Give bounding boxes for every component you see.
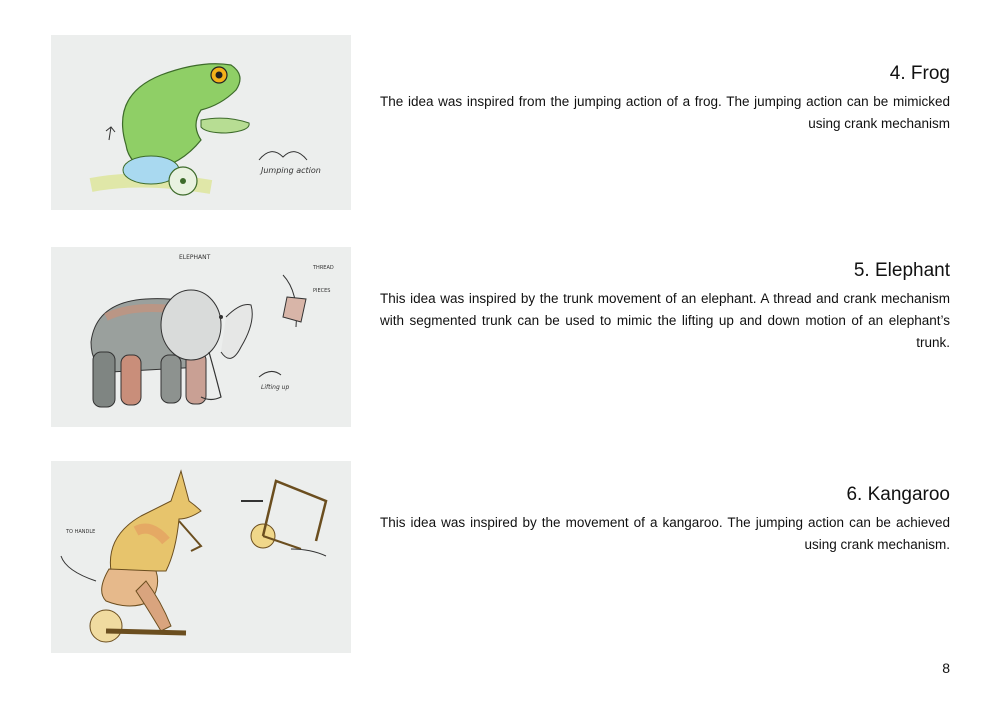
frog-sketch-image bbox=[51, 35, 351, 210]
entry-elephant bbox=[380, 260, 950, 354]
entry-title: 6. Kangaroo bbox=[846, 484, 950, 505]
entry-frog bbox=[380, 63, 950, 135]
annotation-jumping-action: Jumping action bbox=[261, 166, 321, 175]
entry-kangaroo bbox=[380, 484, 950, 556]
entry-title: 4. Frog bbox=[889, 63, 950, 84]
annotation-elephant: ELEPHANT bbox=[179, 254, 211, 261]
kangaroo-sketch-image bbox=[51, 461, 351, 653]
entry-description: This idea was inspired by the movement of a kangaroo. The jumping action can be achieved using crank mechanism. bbox=[380, 515, 950, 552]
annotation-lifting-up: Lifting up bbox=[261, 384, 290, 391]
entry-description: The idea was inspired from the jumping action of a frog. The jumping action can be mimicked using crank mechanism bbox=[380, 94, 950, 131]
entry-description: This idea was inspired by the trunk movement of an elephant. A thread and crank mechanism with segmented trunk can be used to mimic the lifting up and down motion of an elephant’s trunk. bbox=[380, 291, 950, 350]
annotation-to-handle: TO HANDLE bbox=[66, 529, 96, 535]
annotation-thread: THREAD bbox=[313, 265, 334, 271]
page-number: 8 bbox=[942, 660, 950, 676]
elephant-sketch-image bbox=[51, 247, 351, 427]
annotation-pieces: PIECES bbox=[313, 288, 331, 294]
entry-title: 5. Elephant bbox=[853, 260, 950, 281]
